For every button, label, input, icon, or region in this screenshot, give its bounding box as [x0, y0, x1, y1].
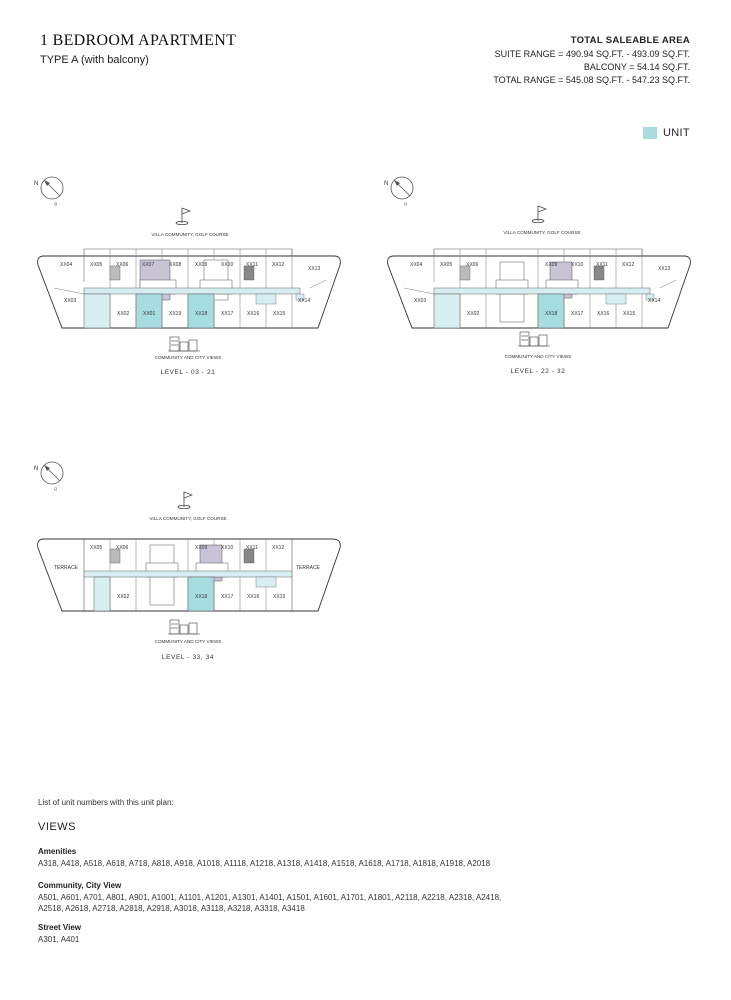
north-label: N [34, 466, 39, 472]
unit-label: XX15 [623, 311, 636, 317]
total-range: TOTAL RANGE = 545.08 SQ.FT. - 547.23 SQ.FT. [493, 75, 690, 85]
unit-label: XX01 [143, 311, 156, 317]
unit-label: XX12 [622, 262, 635, 268]
golf-course-icon [532, 206, 546, 223]
terrace-label: TERRACE [296, 565, 320, 571]
unit-label: XX17 [571, 311, 584, 317]
level-label: LEVEL - 22 - 32 [510, 368, 566, 375]
north-label: N [384, 181, 389, 187]
level-label: LEVEL - 03 - 21 [160, 369, 216, 376]
unit-label: XX09 [545, 262, 558, 268]
unit-label: XX16 [247, 311, 260, 317]
view-group-amenities [38, 847, 508, 869]
floor-plan-level-22-32 [380, 170, 700, 385]
unit-label: XX03 [414, 298, 427, 304]
city-view-icon [168, 620, 200, 634]
floor-plan-level-33-34 [30, 455, 350, 670]
svg-text:Q: Q [54, 201, 58, 206]
suite-range: SUITE RANGE = 490.94 SQ.FT. - 493.09 SQ.FT. [494, 49, 690, 59]
view-group-units: A318, A418, A518, A618, A718, A818, A918, A1018, A1118, A1218, A1318, A1418, A1518, A1618, A1718, A1818, A1918, A2018 [38, 859, 491, 868]
unit-label: XX07 [142, 262, 155, 268]
legend [643, 127, 690, 139]
top-view-label: VILLA COMMUNITY, GOLF COURSE [149, 516, 227, 521]
view-group-units: A301, A401 [38, 935, 80, 944]
unit-list-intro: List of unit numbers with this unit plan: [38, 798, 174, 807]
highlighted-unit-xx02-area [94, 577, 110, 611]
unit-label: XX18 [195, 594, 208, 600]
view-group-title: Amenities [38, 847, 77, 856]
views-heading: VIEWS [38, 821, 76, 833]
level-label: LEVEL - 33, 34 [161, 654, 215, 661]
city-view-icon [168, 337, 200, 351]
unit-legend-label: UNIT [663, 127, 690, 139]
view-group-title: Street View [38, 923, 81, 932]
view-group-street [38, 923, 508, 945]
corridor [84, 288, 300, 294]
svg-text:Q: Q [404, 201, 408, 206]
unit-label: XX09 [195, 545, 208, 551]
unit-legend-swatch [643, 127, 657, 139]
unit-label: XX05 [90, 262, 103, 268]
unit-label: XX09 [195, 262, 208, 268]
unit-label: XX06 [116, 262, 129, 268]
highlighted-unit-xx02-area [84, 294, 110, 328]
bottom-view-label: COMMUNITY AND CITY VIEWS [154, 355, 222, 360]
unit-label: XX14 [298, 298, 311, 304]
unit-label: XX06 [116, 545, 129, 551]
page-title: 1 BEDROOM APARTMENT [40, 32, 237, 49]
unit-label: XX16 [597, 311, 610, 317]
unit-label: XX12 [272, 262, 285, 268]
north-label: N [34, 181, 39, 187]
unit-label: XX13 [308, 266, 321, 272]
unit-label: XX15 [273, 594, 286, 600]
unit-label: XX04 [60, 262, 73, 268]
unit-label: XX15 [273, 311, 286, 317]
unit-label: XX13 [658, 266, 671, 272]
unit-label: XX05 [440, 262, 453, 268]
unit-label: XX17 [221, 594, 234, 600]
unit-label: XX06 [466, 262, 479, 268]
golf-course-icon [176, 208, 190, 225]
view-group-units: A501, A601, A701, A801, A901, A1001, A1101, A1201, A1301, A1401, A1501, A1601, A1701, A1801, A2118, A2218, A2318, A2418, A2518, A2618, A2718, A2818, A2918, A3018, A3118, A3218, A3318, A3418 [38, 893, 502, 913]
unit-label: XX04 [410, 262, 423, 268]
unit-label: XX11 [246, 545, 258, 551]
bottom-view-label: COMMUNITY AND CITY VIEWS [154, 639, 222, 644]
view-group-title: Community, City View [38, 881, 122, 890]
unit-label: XX11 [596, 262, 608, 268]
saleable-area-title: TOTAL SALEABLE AREA [570, 35, 690, 46]
unit-type-subtitle: TYPE A (with balcony) [40, 54, 149, 66]
unit-label: XX18 [195, 311, 208, 317]
unit-label: XX12 [272, 545, 285, 551]
unit-label: XX17 [221, 311, 234, 317]
unit-label: XX16 [247, 594, 260, 600]
top-view-label: VILLA COMMUNITY, GOLF COURSE [151, 232, 229, 237]
svg-text:Q: Q [54, 486, 58, 491]
unit-label: XX10 [571, 262, 584, 268]
north-compass-icon [34, 177, 63, 206]
unit-label: XX10 [221, 545, 234, 551]
unit-label: XX02 [117, 594, 130, 600]
bottom-view-label: COMMUNITY AND CITY VIEWS [504, 354, 572, 359]
unit-label: XX05 [90, 545, 103, 551]
north-compass-icon [384, 177, 413, 206]
saleable-area-block [493, 34, 690, 87]
unit-label: XX02 [117, 311, 130, 317]
terrace-label: TERRACE [54, 565, 78, 571]
unit-label: XX03 [64, 298, 77, 304]
unit-label: XX19 [169, 311, 182, 317]
floor-plan-level-03-21 [30, 170, 350, 385]
unit-label: XX11 [246, 262, 258, 268]
view-group-community-city [38, 881, 508, 914]
north-compass-icon [34, 462, 63, 491]
unit-label: XX18 [545, 311, 558, 317]
unit-label: XX14 [648, 298, 661, 304]
unit-label: XX10 [221, 262, 234, 268]
unit-label: XX02 [467, 311, 480, 317]
city-view-icon [518, 332, 550, 346]
corridor [434, 288, 650, 294]
highlighted-unit-xx02-area [434, 294, 460, 328]
corridor [84, 571, 292, 577]
golf-course-icon [178, 492, 192, 509]
balcony-area: BALCONY = 54.14 SQ.FT. [583, 62, 690, 72]
unit-label: XX08 [169, 262, 182, 268]
top-view-label: VILLA COMMUNITY, GOLF COURSE [503, 230, 581, 235]
